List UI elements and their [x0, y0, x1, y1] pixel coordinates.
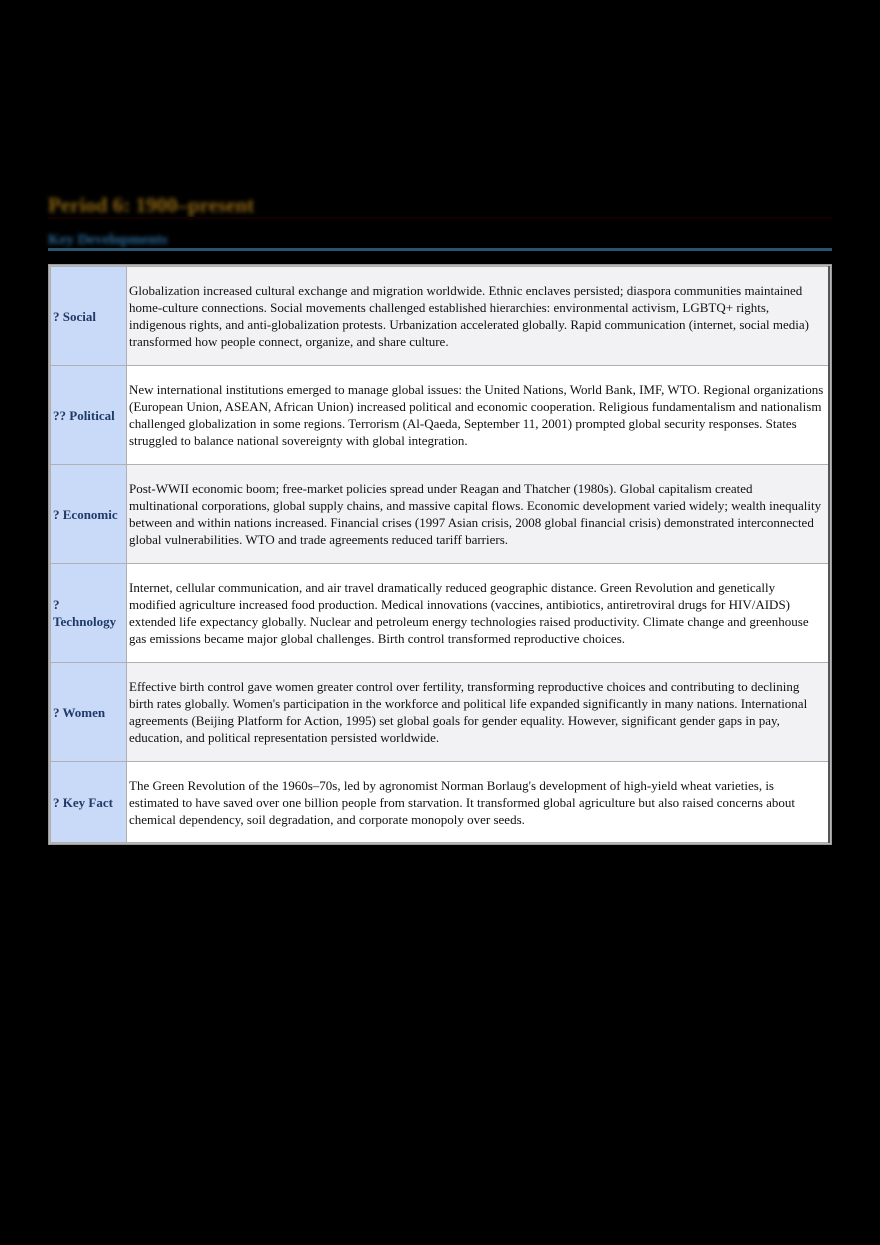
row-label-political: ?? Political [51, 366, 127, 465]
section-title: Key Developments [48, 232, 168, 248]
table-row-political [51, 366, 830, 465]
table-row-women [51, 663, 830, 762]
row-label-economic: ? Economic [51, 465, 127, 564]
row-text-technology: Internet, cellular communication, and air travel dramatically reduced geographic distance. Green Revolution and genetically modified agriculture increased food production. Medical innovations (vaccines, antibiotics, antiretroviral drugs for HIV/AIDS) extended life expectancy globally. Nuclear and petroleum energy technologies raised productivity. Climate change and greenhouse gas emissions became major global challenges. Birth control transformed reproductive choices. [127, 564, 830, 663]
row-text-women: Effective birth control gave women greater control over fertility, transforming reproductive choices and contributing to declining birth rates globally. Women's participation in the workforce and political life expanded significantly in many nations. International agreements (Beijing Platform for Action, 1995) set global goals for gender equality. However, significant gender gaps in pay, education, and political representation persisted worldwide. [127, 663, 830, 762]
section-divider [48, 248, 832, 251]
row-label-women: ? Women [51, 663, 127, 762]
row-label-social: ? Social [51, 267, 127, 366]
row-text-key-fact: The Green Revolution of the 1960s–70s, led by agronomist Norman Borlaug's development of high-yield wheat varieties, is estimated to have saved over one billion people from starvation. It transformed global agriculture but also raised concerns about chemical dependency, soil degradation, and corporate monopoly over seeds. [127, 762, 830, 843]
title-divider [48, 217, 832, 219]
table-row-economic [51, 465, 830, 564]
row-label-technology: ? Technology [51, 564, 127, 663]
row-text-economic: Post-WWII economic boom; free-market policies spread under Reagan and Thatcher (1980s). Global capitalism created multinational corporations, global supply chains, and massive capital flows. Economic development varied widely; wealth inequality between and within nations increased. Financial crises (1997 Asian crisis, 2008 global financial crisis) demonstrated interconnected global vulnerabilities. WTO and trade agreements reduced tariff barriers. [127, 465, 830, 564]
page-title: Period 6: 1900–present [48, 193, 255, 217]
row-label-key-fact: ? Key Fact [51, 762, 127, 843]
row-text-political: New international institutions emerged to manage global issues: the United Nations, World Bank, IMF, WTO. Regional organizations (European Union, ASEAN, African Union) increased political and economic cooperation. Religious fundamentalism and nationalism challenged globalization in some regions. Terrorism (Al-Qaeda, September 11, 2001) prompted global security responses. States struggled to balance national sovereignty with global integration. [127, 366, 830, 465]
themes-table [48, 264, 832, 845]
table-row-technology [51, 564, 830, 663]
row-text-social: Globalization increased cultural exchange and migration worldwide. Ethnic enclaves persisted; diaspora communities maintained home-culture connections. Social movements challenged established hierarchies: environmental activism, LGBTQ+ rights, indigenous rights, and anti-globalization protests. Urbanization accelerated globally. Rapid communication (internet, social media) transformed how people connect, organize, and share culture. [127, 267, 830, 366]
table-row-social [51, 267, 830, 366]
table-row-key-fact [51, 762, 830, 843]
